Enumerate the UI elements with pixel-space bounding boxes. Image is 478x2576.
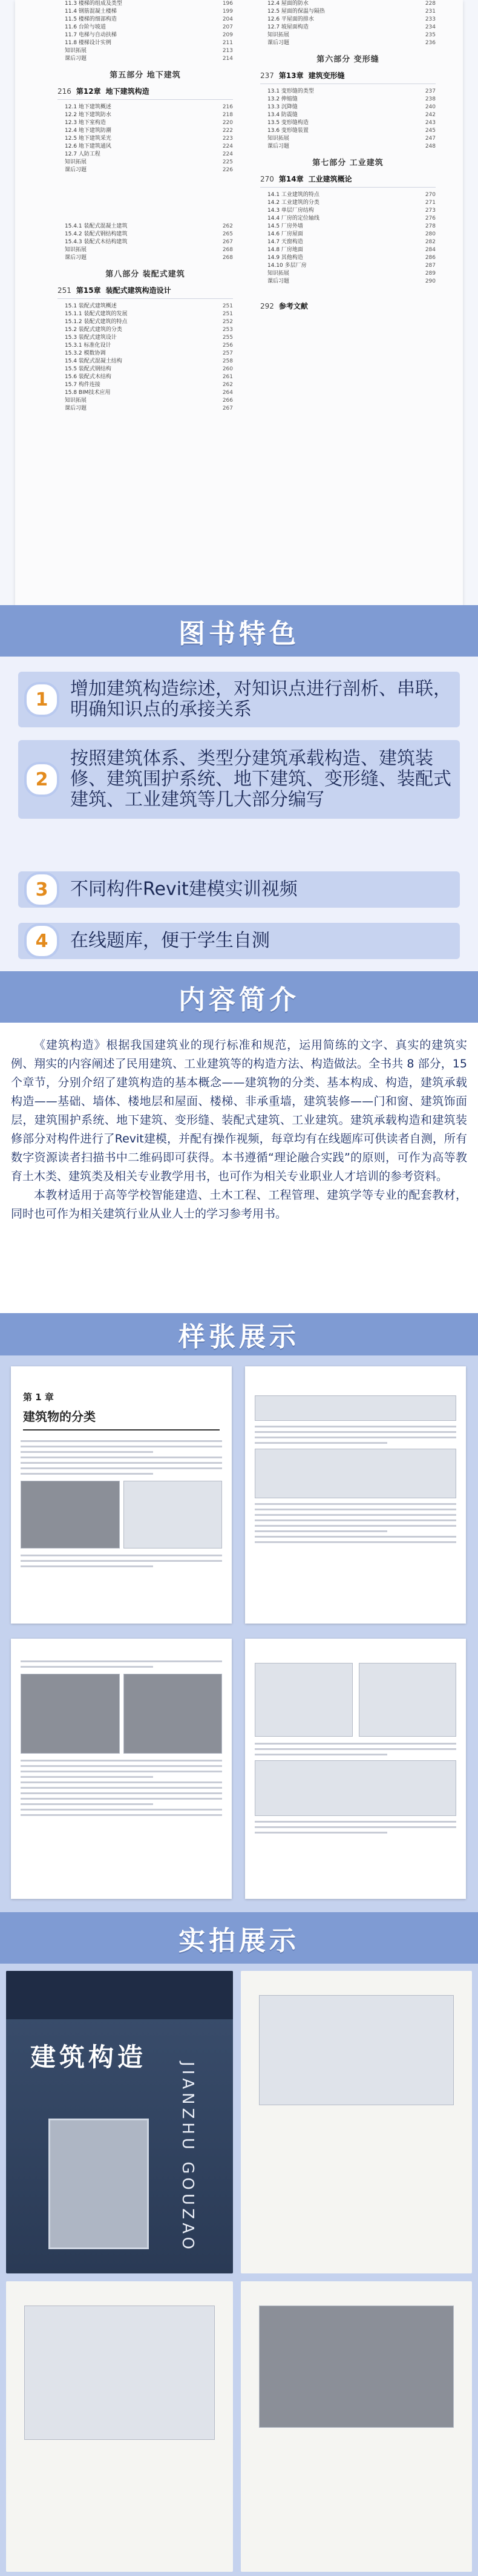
feature-item-4 xyxy=(18,923,460,959)
toc-ch13-num: 第13章 xyxy=(278,71,304,80)
toc-ch15-entry[interactable] xyxy=(57,326,233,334)
toc-ch15-entry-title: 15.1 装配式建筑概述 xyxy=(65,303,117,309)
toc-left-top-entry-title: 11.8 楼梯设计实例 xyxy=(65,40,111,46)
toc-ch15-entry[interactable] xyxy=(57,405,233,413)
toc-ch13-entry-title: 13.5 变形缝构造 xyxy=(267,120,309,126)
toc-right-top-entry-page: 233 xyxy=(425,16,436,22)
toc-ch12-entry-title: 知识拓展 xyxy=(65,159,87,165)
toc-ch15-entry[interactable] xyxy=(57,350,233,358)
book-cover-header xyxy=(6,1971,233,2019)
toc-extra-entry-title: 课后习题 xyxy=(65,255,87,261)
book-cover-building-image xyxy=(48,2119,149,2249)
toc-ch14-entry-title: 14.5 厂房外墙 xyxy=(267,223,303,229)
toc-ch12-entry[interactable] xyxy=(57,143,233,151)
sample-diagram-1 xyxy=(255,1663,353,1737)
toc-ch13-heading xyxy=(260,72,436,80)
toc-ch12-entry-page: 220 xyxy=(222,120,233,126)
toc-right-top-entry[interactable] xyxy=(260,31,436,39)
toc-ch14-heading xyxy=(260,175,436,183)
toc-ch14-entry[interactable] xyxy=(260,191,436,199)
toc-ch14-entry-title: 课后习题 xyxy=(267,278,290,284)
toc-ch13-entry-page: 238 xyxy=(425,96,436,102)
photo-inside-page-3 xyxy=(241,2281,472,2572)
toc-ch12-num: 第12章 xyxy=(76,87,101,96)
toc-ch14-entry-title: 14.8 厂房地面 xyxy=(267,247,303,253)
toc-left-top-entry[interactable] xyxy=(57,39,233,47)
toc-right-top-entry-title: 知识拓展 xyxy=(267,32,290,38)
toc-ch14-entry[interactable] xyxy=(260,223,436,231)
toc-ch15-entry-page: 258 xyxy=(222,358,233,364)
samples-section xyxy=(0,1355,478,1912)
photo-inside-page-1 xyxy=(241,1971,472,2273)
toc-ch13-entry-title: 知识拓展 xyxy=(267,136,290,142)
toc-ch15-page: 251 xyxy=(57,286,71,295)
toc-ch13-entry-title: 13.3 沉降缝 xyxy=(267,104,298,110)
toc-ch13-entry-page: 243 xyxy=(425,120,436,126)
toc-ch15-entry-page: 267 xyxy=(222,405,233,411)
toc-ch14-entry-page: 284 xyxy=(425,247,436,253)
feature-item-3 xyxy=(18,871,460,908)
photos-banner xyxy=(0,1912,478,1964)
toc-extra-entry[interactable] xyxy=(57,231,233,238)
toc-ch14-page: 270 xyxy=(260,175,274,183)
toc-ch12-entry[interactable] xyxy=(57,135,233,143)
toc-ch14-entry-page: 282 xyxy=(425,239,436,245)
toc-left-top-entry[interactable] xyxy=(57,24,233,31)
toc-ch15-entry[interactable] xyxy=(57,397,233,405)
toc-ch14-entry[interactable] xyxy=(260,238,436,246)
toc-ch13-entry[interactable] xyxy=(260,143,436,151)
toc-ch15-entry-page: 252 xyxy=(222,319,233,325)
toc-ch15-entry-page: 261 xyxy=(222,374,233,380)
toc-right-top-entry-page: 231 xyxy=(425,8,436,15)
sample-page-2 xyxy=(245,1366,466,1624)
sample-diagram-3 xyxy=(255,1760,456,1816)
toc-ch15-entry[interactable] xyxy=(57,358,233,365)
toc-ch15-entry-title: 15.1.2 装配式建筑的特点 xyxy=(65,319,128,325)
toc-ch15-entry-page: 262 xyxy=(222,382,233,388)
intro-banner xyxy=(0,971,478,1023)
toc-ch13-entry[interactable] xyxy=(260,119,436,127)
toc-left-top-entry-page: 209 xyxy=(222,32,233,38)
toc-ch12-entry[interactable] xyxy=(57,119,233,127)
toc-extra-entry-title: 15.4.1 装配式混凝土建筑 xyxy=(65,223,128,229)
toc-ch15-entry[interactable] xyxy=(57,334,233,342)
feature-number-3: 3 xyxy=(24,872,59,907)
toc-left-top-entry-page: 207 xyxy=(222,24,233,30)
toc-ch14-entry-page: 289 xyxy=(425,270,436,277)
toc-ref-page: 292 xyxy=(260,302,274,310)
toc-ch15-entry[interactable] xyxy=(57,310,233,318)
toc-left-top-entry[interactable] xyxy=(57,0,233,8)
toc-right-top-entry[interactable] xyxy=(260,24,436,31)
intro-banner-title: 内容简介 xyxy=(178,984,300,1015)
toc-ch15-heading xyxy=(57,287,233,295)
toc-ch13-entry[interactable] xyxy=(260,96,436,103)
toc-left-top-entry-title: 11.3 楼梯的组成及类型 xyxy=(65,1,122,7)
toc-right-top-entry-title: 12.5 屋面的保温与隔热 xyxy=(267,8,325,15)
toc-left-top-entry[interactable] xyxy=(57,55,233,63)
toc-ch13-entry[interactable] xyxy=(260,127,436,135)
toc-ch13-entry-title: 13.2 伸缩缝 xyxy=(267,96,298,102)
toc-right-top-entry-title: 12.6 平屋面的排水 xyxy=(267,16,314,22)
toc-ch12-entry-title: 12.6 地下建筑通风 xyxy=(65,143,111,149)
sample-chapter-number: 第 1 章 xyxy=(23,1392,54,1403)
toc-ch12-entry-page: 223 xyxy=(222,136,233,142)
feature-item-1 xyxy=(18,672,460,727)
toc-ch12-entry-page: 222 xyxy=(222,128,233,134)
feature-number-1: 1 xyxy=(24,682,59,717)
toc-ch14-entry[interactable] xyxy=(260,278,436,286)
toc-ch15-entry-title: 15.5 装配式钢结构 xyxy=(65,366,111,372)
toc-ch13-entry-page: 242 xyxy=(425,112,436,118)
feature-number-2: 2 xyxy=(24,762,59,797)
toc-ch14-entry-page: 276 xyxy=(425,215,436,221)
toc-ch12-entry-title: 12.7 人防工程 xyxy=(65,151,100,157)
toc-extra-entry-page: 262 xyxy=(222,223,233,229)
toc-right-top-entry-page: 228 xyxy=(425,1,436,7)
toc-ch15-entry[interactable] xyxy=(57,303,233,310)
sample-chapter-title: 建筑物的分类 xyxy=(23,1407,220,1431)
toc-left-top-entry[interactable] xyxy=(57,8,233,16)
toc-ch12-entry-page: 218 xyxy=(222,112,233,118)
toc-ch14-entry[interactable] xyxy=(260,262,436,270)
toc-ch15-entry[interactable] xyxy=(57,389,233,397)
sample-table xyxy=(255,1449,456,1498)
toc-ch15-entry[interactable] xyxy=(57,381,233,389)
toc-ch15-entry[interactable] xyxy=(57,373,233,381)
toc-ch15-entry-title: 15.3.2 模数协调 xyxy=(65,350,106,356)
toc-ch12-entry-title: 12.1 地下建筑概述 xyxy=(65,104,111,110)
toc-ch14-entry-page: 270 xyxy=(425,192,436,198)
toc-left-top-entry-page: 214 xyxy=(222,56,233,62)
feature-text-2: 按照建筑体系、类型分建筑承载构造、建筑装修、建筑围护系统、地下建筑、变形缝、装配式建筑、工业建筑等几大部分编写 xyxy=(70,748,451,810)
toc-ch15-entry-title: 15.8 BIM技术应用 xyxy=(65,390,111,396)
toc-left-top-entry-page: 204 xyxy=(222,16,233,22)
toc-ch15-entry-title: 15.7 构件连接 xyxy=(65,382,100,388)
toc-ch15-entry-title: 知识拓展 xyxy=(65,398,87,404)
toc-ch13-entry-page: 245 xyxy=(425,128,436,134)
toc-ch14-entry[interactable] xyxy=(260,215,436,223)
toc-ch15-entry-page: 253 xyxy=(222,327,233,333)
toc-ch14-entry-page: 271 xyxy=(425,200,436,206)
toc-ch12-entry-page: 224 xyxy=(222,143,233,149)
sample-figure-photo-1 xyxy=(21,1481,120,1549)
toc-part6: 第六部分 变形缝 xyxy=(316,55,379,64)
toc-ch14-entry[interactable] xyxy=(260,254,436,262)
samples-banner xyxy=(0,1313,478,1355)
feature-text-3: 不同构件Revit建模实训视频 xyxy=(70,879,298,900)
toc-ch14-entry-title: 14.3 单层厂房结构 xyxy=(267,208,314,214)
toc-ch14-entry-page: 273 xyxy=(425,208,436,214)
photo-inside-figure-3 xyxy=(259,2306,454,2428)
toc-ch12-entry[interactable] xyxy=(57,166,233,174)
toc-ch12-entry-page: 216 xyxy=(222,104,233,110)
toc-ch13-entry-title: 13.6 变形缝装置 xyxy=(267,128,309,134)
toc-right-top-entry-page: 235 xyxy=(425,32,436,38)
toc-right-top-entry[interactable] xyxy=(260,8,436,16)
toc-left-top-entry[interactable] xyxy=(57,47,233,55)
toc-ch13-entry[interactable] xyxy=(260,88,436,96)
toc-ch15-entry-page: 251 xyxy=(222,311,233,317)
toc-ch15-entry-page: 256 xyxy=(222,342,233,349)
toc-section xyxy=(0,0,478,605)
photos-banner-title: 实拍展示 xyxy=(178,1925,300,1956)
toc-left-top-entry-page: 211 xyxy=(222,40,233,46)
sample-page-3 xyxy=(11,1639,232,1899)
toc-part5: 第五部分 地下建筑 xyxy=(110,71,181,80)
toc-left-top-entry-page: 213 xyxy=(222,48,233,54)
toc-right-top-entry-title: 12.7 坡屋面构造 xyxy=(267,24,309,30)
toc-ch14-entry-title: 14.7 天窗构造 xyxy=(267,239,303,245)
toc-ch13-entry-title: 13.4 防震缝 xyxy=(267,112,298,118)
features-banner-title: 图书特色 xyxy=(178,618,300,649)
toc-ch12-entry-title: 12.5 地下建筑采光 xyxy=(65,136,111,142)
toc-ch12-entry[interactable] xyxy=(57,103,233,111)
sample-callout-box xyxy=(255,1395,456,1421)
toc-ch15-entry[interactable] xyxy=(57,342,233,350)
toc-ref xyxy=(260,303,436,310)
toc-ch14-entry-page: 290 xyxy=(425,278,436,284)
photo-book-cover xyxy=(6,1971,233,2273)
toc-ch15-entry-page: 255 xyxy=(222,335,233,341)
toc-ch14-entry-title: 14.6 厂房屋面 xyxy=(267,231,303,237)
toc-ch12-entry-title: 课后习题 xyxy=(65,167,87,173)
toc-right-top-entry[interactable] xyxy=(260,39,436,47)
toc-left-top-entry-page: 199 xyxy=(222,8,233,15)
toc-ch14-num: 第14章 xyxy=(278,175,304,183)
toc-right-top-entry-title: 12.4 屋面的防水 xyxy=(267,1,309,7)
toc-left-top xyxy=(57,0,233,413)
toc-ch14-entry-page: 280 xyxy=(425,231,436,237)
toc-left-top-entry-title: 11.7 电梯与自动扶梯 xyxy=(65,32,117,38)
samples-banner-title: 样张展示 xyxy=(178,1322,300,1352)
toc-extra-entry-title: 15.4.2 装配式钢结构建筑 xyxy=(65,231,128,237)
toc-ch15-entry-page: 251 xyxy=(222,303,233,309)
toc-right-top-entry-page: 236 xyxy=(425,40,436,46)
sample-figure-photo-2 xyxy=(123,1481,223,1549)
toc-ch13-page: 237 xyxy=(260,71,274,80)
toc-ch14-entry-title: 14.1 工业建筑的特点 xyxy=(267,192,319,198)
toc-ch12-entry-page: 224 xyxy=(222,151,233,157)
toc-ch14-entry[interactable] xyxy=(260,270,436,278)
toc-extra-entry[interactable] xyxy=(57,246,233,254)
toc-ch15-entry-title: 课后习题 xyxy=(65,405,87,411)
toc-ch12-page: 216 xyxy=(57,87,71,96)
feature-item-2 xyxy=(18,740,460,819)
toc-part7: 第七部分 工业建筑 xyxy=(312,159,384,168)
toc-left-top-entry-title: 11.5 楼梯的细部构造 xyxy=(65,16,117,22)
toc-ch13-entry[interactable] xyxy=(260,103,436,111)
toc-ch15-entry-page: 264 xyxy=(222,390,233,396)
toc-ch15-entry-page: 257 xyxy=(222,350,233,356)
toc-ch14-entry[interactable] xyxy=(260,199,436,207)
toc-ch14-entry-page: 278 xyxy=(425,223,436,229)
toc-ch15-entry-title: 15.3.1 标准化设计 xyxy=(65,342,111,349)
toc-left-top-entry[interactable] xyxy=(57,16,233,24)
toc-ch15-entry[interactable] xyxy=(57,365,233,373)
book-cover-title: 建筑构造 xyxy=(30,2042,147,2072)
toc-ch12-entry-title: 12.3 地下室构造 xyxy=(65,120,106,126)
feature-text-4: 在线题库，便于学生自测 xyxy=(70,930,270,951)
toc-ch14-entry-title: 14.9 其他构造 xyxy=(267,255,303,261)
toc-extra-entry-title: 知识拓展 xyxy=(65,247,87,253)
toc-right xyxy=(260,0,436,314)
sample-diagram-2 xyxy=(359,1663,457,1737)
toc-ch15-entry-title: 15.3 装配式建筑设计 xyxy=(65,335,117,341)
toc-ch12-entry-page: 226 xyxy=(222,167,233,173)
toc-ref-title: 参考文献 xyxy=(278,302,308,310)
toc-ch15-entry-title: 15.1.1 装配式建筑的发展 xyxy=(65,311,128,317)
sample-figure-photo-3 xyxy=(21,1674,120,1754)
toc-ch14-entry-title: 14.4 厂房的定位轴线 xyxy=(267,215,319,221)
toc-ch14-entry-title: 14.10 多层厂房 xyxy=(267,263,307,269)
sample-page-1 xyxy=(11,1366,232,1624)
toc-sheet xyxy=(15,0,463,605)
toc-extra-entry[interactable] xyxy=(57,238,233,246)
toc-ch13-entry-page: 248 xyxy=(425,143,436,149)
intro-paragraph-2: 本教材适用于高等学校智能建造、土木工程、工程管理、建筑学等专业的配套教材，同时也可作为相关建筑行业从业人士的学习参考用书。 xyxy=(11,1188,467,1221)
toc-ch14-entry-title: 知识拓展 xyxy=(267,270,290,277)
toc-ch13-entry-title: 13.1 变形缝的类型 xyxy=(267,88,314,94)
feature-number-4: 4 xyxy=(24,923,59,959)
toc-ch15-entry-title: 15.6 装配式木结构 xyxy=(65,374,111,380)
toc-ch14-entry-page: 287 xyxy=(425,263,436,269)
features-banner xyxy=(0,605,478,657)
photo-inside-page-2 xyxy=(6,2281,233,2572)
toc-ch13-entry-title: 课后习题 xyxy=(267,143,290,149)
toc-right-top-entry[interactable] xyxy=(260,0,436,8)
intro-paragraph-1: 《建筑构造》根据我国建筑业的现行标准和规范，运用简练的文字、真实的建筑实例、翔实的内容阐述了民用建筑、工业建筑等的构造方法、构造做法。全书共 8 部分，15 个章节，分别介绍了建筑构造的基本概念——建筑物的分类、基本构成、构造，建筑承载构造——基础、墙体、楼地层和屋面、楼梯、非承重墙，建筑装修——门和窗、建筑饰面层，建筑围护系统、地下建筑、变形缝、装配式建筑、工业建筑。建筑承载构造和建筑装修部分对构件进行了Revit建模，并配有操作视频，每章均有在线题库可供读者自测，所有数字资源读者扫描书中二维码即可获得。本书遵循“理论融合实践”的原则，可作为高等教育土木类、建筑类及相关专业教学用书，也可作为相关专业职业人才培训的参考资料。 xyxy=(11,1038,467,1183)
book-cover-pinyin: JIANZHU GOUZAO xyxy=(178,2062,197,2253)
photo-inside-diagram-2 xyxy=(24,2306,215,2440)
feature-text-1: 增加建筑构造综述，对知识点进行剖析、串联，明确知识点的承接关系 xyxy=(70,678,451,720)
toc-ch14-entry-page: 286 xyxy=(425,255,436,261)
toc-ch12-entry-title: 12.2 地下建筑防水 xyxy=(65,112,111,118)
photo-inside-diagram-1 xyxy=(259,1995,454,2105)
toc-ch15-num: 第15章 xyxy=(76,286,101,295)
toc-ch12-entry[interactable] xyxy=(57,159,233,166)
toc-ch15-entry-page: 260 xyxy=(222,366,233,372)
toc-extra-entry[interactable] xyxy=(57,254,233,262)
sample-page-4 xyxy=(245,1639,466,1899)
toc-right-top-entry-title: 课后习题 xyxy=(267,40,290,46)
toc-extra-entry-page: 267 xyxy=(222,239,233,245)
toc-ch13-entry-page: 247 xyxy=(425,136,436,142)
toc-ch15-entry-page: 266 xyxy=(222,398,233,404)
toc-ch14-entry[interactable] xyxy=(260,246,436,254)
toc-left-top-entry-page: 196 xyxy=(222,1,233,7)
toc-ch15-entry[interactable] xyxy=(57,318,233,326)
intro-section xyxy=(0,1023,478,1313)
toc-ch12-title: 地下建筑构造 xyxy=(105,87,149,96)
toc-extra-entry-page: 268 xyxy=(222,255,233,261)
toc-extra-entry[interactable] xyxy=(57,223,233,231)
toc-ch14-entry[interactable] xyxy=(260,231,436,238)
toc-left-top-entry-title: 11.6 台阶与坡道 xyxy=(65,24,106,30)
toc-ch12-entry[interactable] xyxy=(57,127,233,135)
toc-right-top-entry-page: 234 xyxy=(425,24,436,30)
toc-ch15-entry-title: 15.4 装配式混凝土结构 xyxy=(65,358,122,364)
toc-ch13-entry-page: 237 xyxy=(425,88,436,94)
toc-part8: 第八部分 装配式建筑 xyxy=(105,270,185,279)
toc-extra-entry-title: 15.4.3 装配式木结构建筑 xyxy=(65,239,128,245)
toc-extra-entry-page: 265 xyxy=(222,231,233,237)
toc-ch12-entry-page: 225 xyxy=(222,159,233,165)
toc-ch14-entry[interactable] xyxy=(260,207,436,215)
toc-extra-entry-page: 268 xyxy=(222,247,233,253)
toc-ch12-entry[interactable] xyxy=(57,151,233,159)
toc-left-top-entry-title: 知识拓展 xyxy=(65,48,87,54)
toc-ch13-entry[interactable] xyxy=(260,135,436,143)
sample-figure-photo-4 xyxy=(123,1674,223,1754)
photos-section xyxy=(0,1964,478,2576)
toc-ch14-title: 工业建筑概论 xyxy=(308,175,352,183)
features-section xyxy=(0,657,478,971)
toc-left-top-entry-title: 课后习题 xyxy=(65,56,87,62)
toc-left-top-entry-title: 11.4 钢筋混凝土楼梯 xyxy=(65,8,117,15)
toc-ch12-entry[interactable] xyxy=(57,111,233,119)
toc-ch14-entry-title: 14.2 工业建筑的分类 xyxy=(267,200,319,206)
toc-ch15-title: 装配式建筑构造设计 xyxy=(105,286,171,295)
toc-ch13-entry[interactable] xyxy=(260,111,436,119)
toc-left-top-entry[interactable] xyxy=(57,31,233,39)
toc-ch12-entry-title: 12.4 地下建筑防潮 xyxy=(65,128,111,134)
toc-right-top-entry[interactable] xyxy=(260,16,436,24)
toc-ch15-entry-title: 15.2 装配式建筑的分类 xyxy=(65,327,122,333)
toc-ch13-entry-page: 240 xyxy=(425,104,436,110)
toc-ch13-title: 建筑变形缝 xyxy=(308,71,345,80)
toc-ch12-heading xyxy=(57,88,233,96)
